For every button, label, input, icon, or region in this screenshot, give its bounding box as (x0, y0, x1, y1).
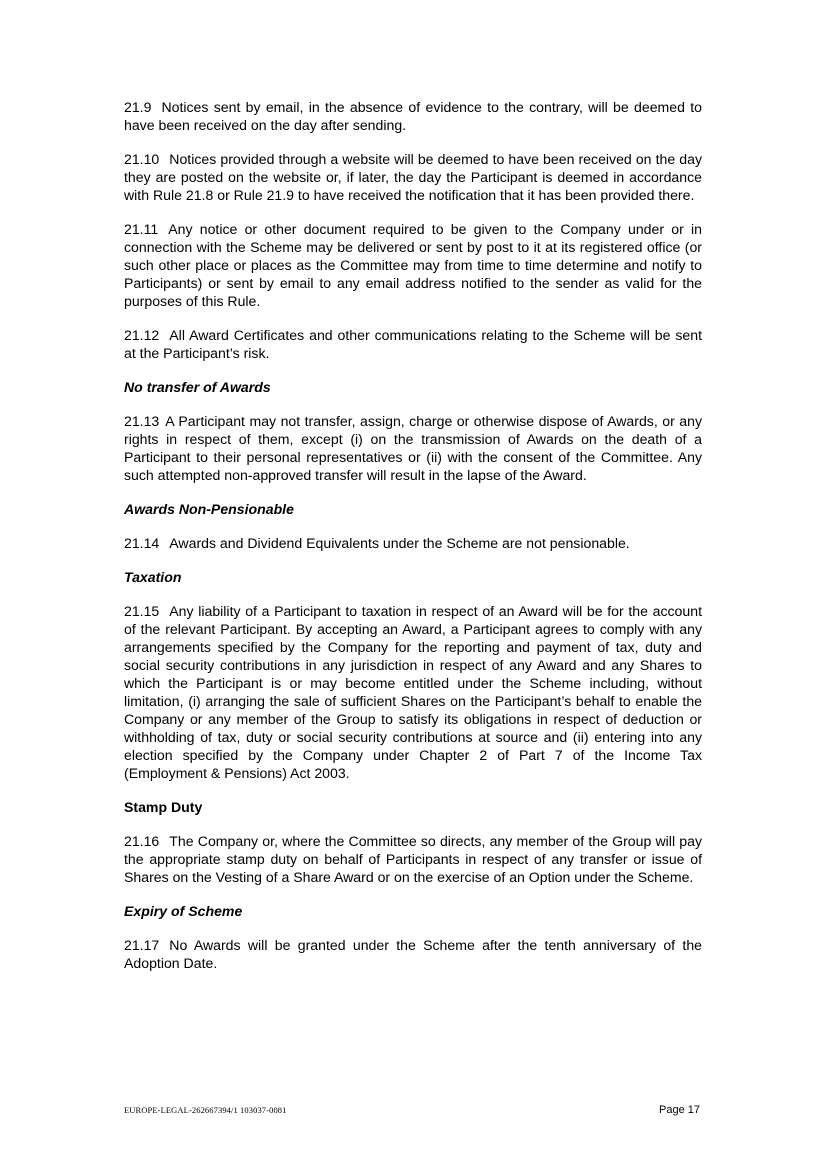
clause-number: 21.15 (124, 603, 160, 619)
clause-21-13 (124, 412, 702, 484)
clause-text: Any liability of a Participant to taxation in respect of an Award will be for the account of the relevant Participant. By accepting an Award, a Participant agrees to comply with any arrangements specified by the Company for the reporting and payment of tax, duty and social security contributions in any jurisdiction in respect of any Award and any Shares to which the Participant is or may become entitled under the Scheme including, without limitation, (i) arranging the sale of sufficient Shares on the Participant’s behalf to enable the Company or any member of the Group to satisfy its obligations in respect of deduction or withholding of tax, duty or social security contributions at source and (ii) entering into any election specified by the Company under Chapter 2 of Part 7 of the Income Tax (Employment & Pensions) Act 2003. (124, 603, 702, 781)
heading-non-pensionable: Awards Non-Pensionable (124, 501, 294, 517)
footer-document-reference: EUROPE-LEGAL-262667394/1 103037-0081 (124, 1105, 287, 1115)
heading-taxation: Taxation (124, 569, 182, 585)
heading-no-transfer: No transfer of Awards (124, 379, 271, 395)
heading-stamp-duty: Stamp Duty (124, 799, 203, 815)
clause-number: 21.13 (124, 413, 160, 429)
clause-text: Awards and Dividend Equivalents under the Scheme are not pensionable. (169, 535, 630, 551)
document-body (124, 98, 702, 988)
heading-expiry: Expiry of Scheme (124, 903, 243, 919)
clause-number: 21.14 (124, 535, 160, 551)
clause-text: Notices sent by email, in the absence of evidence to the contrary, will be deemed to have been received on the day after sending. (124, 99, 702, 133)
clause-21-9 (124, 98, 702, 134)
clause-number: 21.10 (124, 151, 160, 167)
clause-text: A Participant may not transfer, assign, charge or otherwise dispose of Awards, or any rights in respect of them, except (i) on the transmission of Awards on the death of a Participant to their personal representatives or (ii) with the consent of the Committee. Any such attempted non-approved transfer will result in the lapse of the Award. (124, 413, 702, 483)
clause-number: 21.12 (124, 327, 160, 343)
clause-text: The Company or, where the Committee so directs, any member of the Group will pay the appropriate stamp duty on behalf of Participants in respect of any transfer or issue of Shares on the Vesting of a Share Award or on the exercise of an Option under the Scheme. (124, 833, 702, 885)
clause-21-10 (124, 150, 702, 204)
clause-text: All Award Certificates and other communications relating to the Scheme will be sent at the Participant’s risk. (124, 327, 702, 361)
clause-text: Any notice or other document required to be given to the Company under or in connection with the Scheme may be delivered or sent by post to it at its registered office (or such other place or places as the Committee may from time to time determine and notify to Participants) or sent by email to any email address notified to the sender as valid for the purposes of this Rule. (124, 221, 702, 309)
clause-number: 21.17 (124, 937, 160, 953)
clause-21-11 (124, 220, 702, 310)
clause-21-17 (124, 936, 702, 972)
clause-text: Notices provided through a website will be deemed to have been received on the day they are posted on the website or, if later, the day the Participant is deemed in accordance with Rule 21.8 or Rule 21.9 to have received the notification that it has been provided there. (124, 151, 702, 203)
clause-number: 21.9 (124, 99, 152, 115)
clause-text: No Awards will be granted under the Scheme after the tenth anniversary of the Adoption Date. (124, 937, 702, 971)
footer-page-number: Page 17 (659, 1104, 700, 1116)
clause-number: 21.11 (124, 221, 159, 237)
clause-21-12 (124, 326, 702, 362)
clause-number: 21.16 (124, 833, 160, 849)
clause-21-16 (124, 832, 702, 886)
clause-21-15 (124, 602, 702, 782)
clause-21-14 (124, 534, 702, 552)
